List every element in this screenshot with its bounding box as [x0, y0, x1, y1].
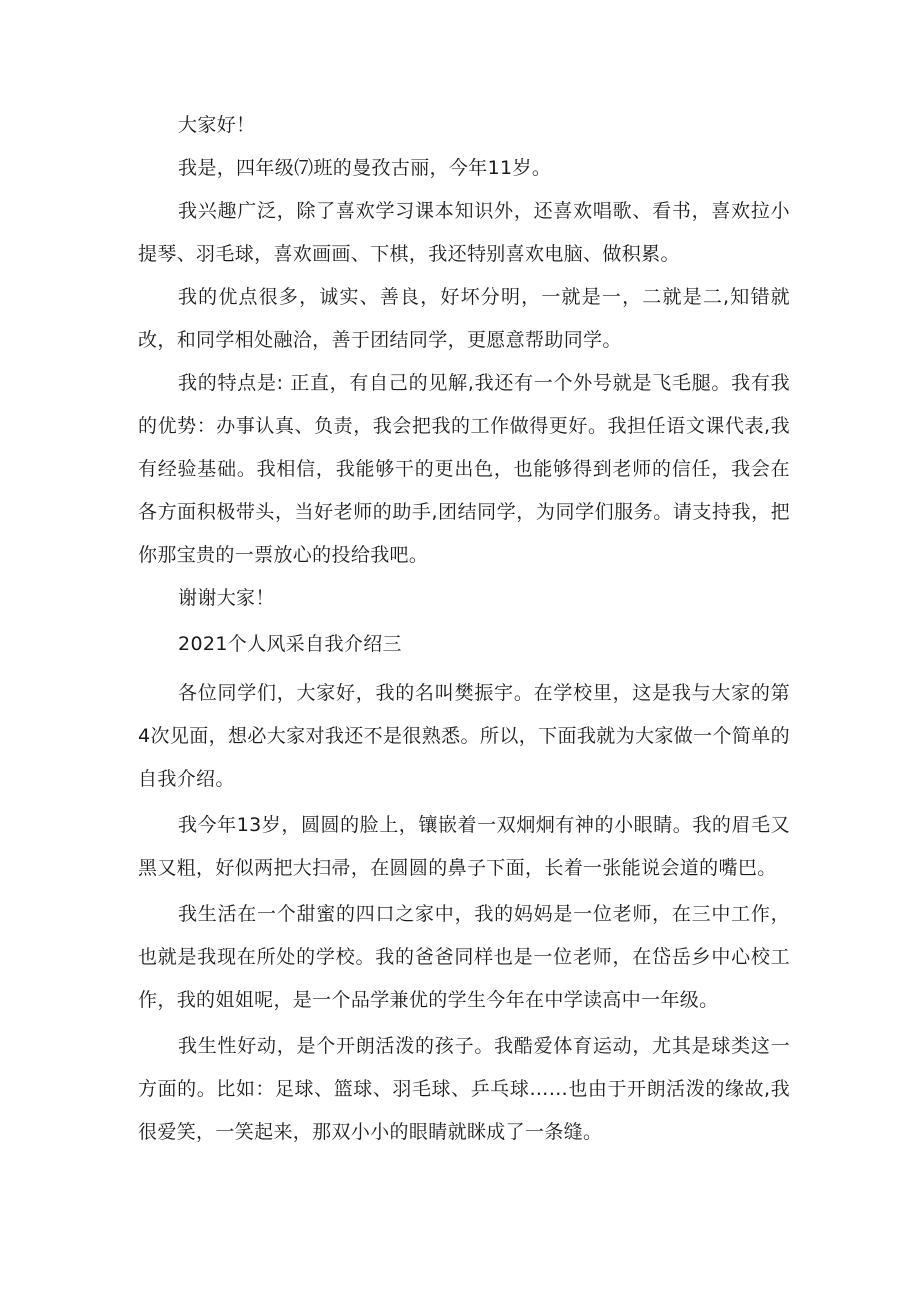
paragraph-personality: 我生性好动，是个开朗活泼的孩子。我酷爱体育运动，尤其是球类这一方面的。比如：足球、篮球、羽毛球、乒乓球……也由于开朗活泼的缘故,我很爱笑，一笑起来，那双小小的眼睛就眯成了一条缝。 [138, 1035, 790, 1143]
paragraph-traits: 我的特点是: 正直，有自己的见解,我还有一个外号就是飞毛腿。我有我的优势：办事认真、负责，我会把我的工作做得更好。我担任语文课代表,我有经验基础。我相信，我能够干的更出色，也能够得到老师的信任，我会在各方面积极带头，当好老师的助手,团结同学，为同学们服务。请支持我，把你那宝贵的一票放心的投给我吧。 [138, 372, 790, 566]
section-heading: 2021个人风采自我介绍三 [178, 633, 402, 655]
paragraph-greeting: 大家好！ [178, 114, 256, 136]
paragraph-appearance: 我今年13岁，圆圆的脸上，镶嵌着一双炯炯有神的小眼睛。我的眉毛又黑又粗，好似两把大扫帚，在圆圆的鼻子下面，长着一张能说会道的嘴巴。 [138, 814, 790, 879]
paragraph-interests: 我兴趣广泛，除了喜欢学习课本知识外，还喜欢唱歌、看书，喜欢拉小提琴、羽毛球，喜欢画画、下棋，我还特别喜欢电脑、做积累。 [138, 200, 790, 265]
paragraph-thanks: 谢谢大家！ [178, 587, 275, 609]
paragraph-intro: 我是，四年级⑺班的曼孜古丽，今年11岁。 [178, 157, 552, 179]
paragraph-strengths: 我的优点很多，诚实、善良，好坏分明，一就是一，二就是二,知错就改，和同学相处融洽，善于团结同学，更愿意帮助同学。 [138, 286, 790, 351]
document-body [138, 104, 790, 1154]
paragraph-family: 我生活在一个甜蜜的四口之家中，我的妈妈是一位老师，在三中工作，也就是我现在所处的学校。我的爸爸同样也是一位老师，在岱岳乡中心校工作，我的姐姐呢，是一个品学兼优的学生今年在中学读高中一年级。 [138, 903, 790, 1011]
paragraph-opening: 各位同学们，大家好，我的名叫樊振宇。在学校里，这是我与大家的第4次见面，想必大家对我还不是很熟悉。所以，下面我就为大家做一个简单的自我介绍。 [138, 682, 790, 790]
